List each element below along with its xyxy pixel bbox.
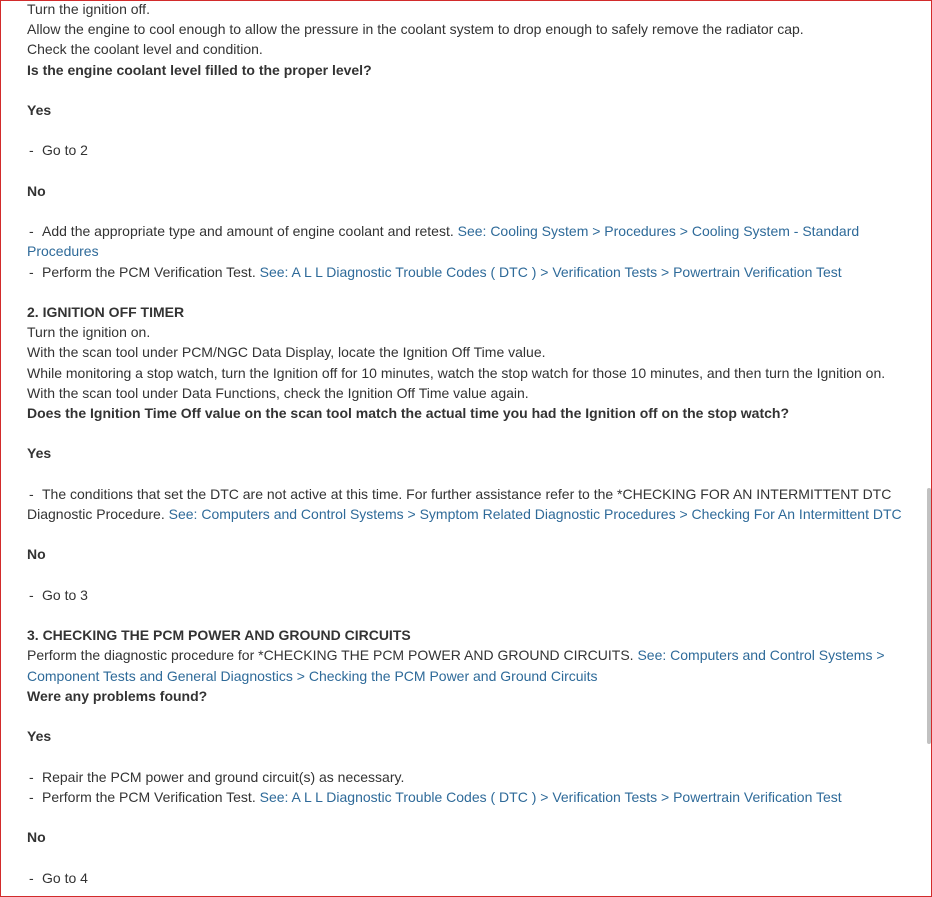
powertrain-verification-test-link[interactable]: See: A L L Diagnostic Trouble Codes ( DTC ) > Verification Tests > Powertrain Verification Test — [259, 263, 842, 280]
step2-line-4: With the scan tool under Data Functions, check the Ignition Off Time value again. — [27, 384, 529, 401]
step3-body-text: Perform the diagnostic procedure for *CHECKING THE PCM POWER AND GROUND CIRCUITS. — [27, 647, 638, 664]
bullet-dash: - — [29, 263, 34, 280]
list-item — [27, 221, 917, 261]
step3-no-item-1: Go to 4 — [42, 869, 88, 886]
step1-no-item-1-text: Add the appropriate type and amount of engine coolant and retest. — [42, 223, 458, 240]
step3-no-label: No — [27, 829, 46, 846]
step1-no-label: No — [27, 182, 46, 199]
step1-yes-item-1: Go to 2 — [42, 142, 88, 159]
powertrain-verification-test-link[interactable]: See: A L L Diagnostic Trouble Codes ( DTC ) > Verification Tests > Powertrain Verification Test — [259, 788, 842, 805]
bullet-dash: - — [29, 485, 34, 502]
list-item — [27, 262, 917, 282]
vertical-scrollbar[interactable] — [927, 1, 931, 897]
step3-heading: 3. CHECKING THE PCM POWER AND GROUND CIRCUITS — [27, 627, 411, 644]
bullet-dash: - — [29, 586, 34, 603]
list-item — [27, 484, 917, 524]
step2-heading: 2. IGNITION OFF TIMER — [27, 303, 185, 320]
step1-line-2: Allow the engine to cool enough to allow the pressure in the coolant system to drop enough to safely remove the radiator cap. — [27, 21, 804, 38]
bullet-dash: - — [29, 142, 34, 159]
step3-question: Were any problems found? — [27, 687, 208, 704]
step2-yes-label: Yes — [27, 445, 52, 462]
step3-yes-label: Yes — [27, 728, 52, 745]
intermittent-dtc-link[interactable]: See: Computers and Control Systems > Symptom Related Diagnostic Procedures > Checking For An Intermittent DTC — [168, 505, 902, 522]
step1-no-item-2-text: Perform the PCM Verification Test. — [42, 263, 260, 280]
pcm-power-ground-circuits-link[interactable]: See: Computers and Control Systems > Component Tests and General Diagnostics > Checking the PCM Power and Ground Circuits — [27, 647, 885, 684]
bullet-dash: - — [29, 768, 34, 785]
list-item — [27, 787, 917, 807]
step2-yes-item-1-text: The conditions that set the DTC are not active at this time. For further assistance refer to the *CHECKING FOR AN INTERMITTENT DTC Diagnostic Procedure. — [27, 485, 892, 522]
step2-question: Does the Ignition Time Off value on the scan tool match the actual time you had the Ignition off on the stop watch? — [27, 404, 790, 421]
step3-yes-item-2-text: Perform the PCM Verification Test. — [42, 788, 260, 805]
step2-line-2: With the scan tool under PCM/NGC Data Display, locate the Ignition Off Time value. — [27, 344, 546, 361]
step1-question: Is the engine coolant level filled to the proper level? — [27, 61, 372, 78]
document-content — [27, 0, 917, 888]
step2-no-label: No — [27, 546, 46, 563]
step2-line-1: Turn the ignition on. — [27, 324, 151, 341]
step1-yes-label: Yes — [27, 102, 52, 118]
list-item — [27, 868, 917, 888]
step2-line-3: While monitoring a stop watch, turn the Ignition off for 10 minutes, watch the stop watch for those 10 minutes, and then turn the Ignition on. — [27, 364, 886, 381]
scrollbar-thumb[interactable] — [927, 488, 931, 744]
step3-yes-item-1: Repair the PCM power and ground circuit(s) as necessary. — [42, 768, 405, 785]
bullet-dash: - — [29, 788, 34, 805]
step3-body — [27, 645, 917, 685]
list-item — [27, 767, 917, 787]
step2-no-item-1: Go to 3 — [42, 586, 88, 603]
list-item — [27, 585, 917, 605]
step1-line-1: Turn the ignition off. — [27, 1, 150, 17]
cooling-system-procedures-link[interactable]: See: Cooling System > Procedures > Cooling System - Standard Procedures — [27, 223, 860, 260]
bullet-dash: - — [29, 869, 34, 886]
step1-line-3: Check the coolant level and condition. — [27, 41, 263, 58]
list-item — [27, 140, 917, 160]
bullet-dash: - — [29, 223, 34, 240]
